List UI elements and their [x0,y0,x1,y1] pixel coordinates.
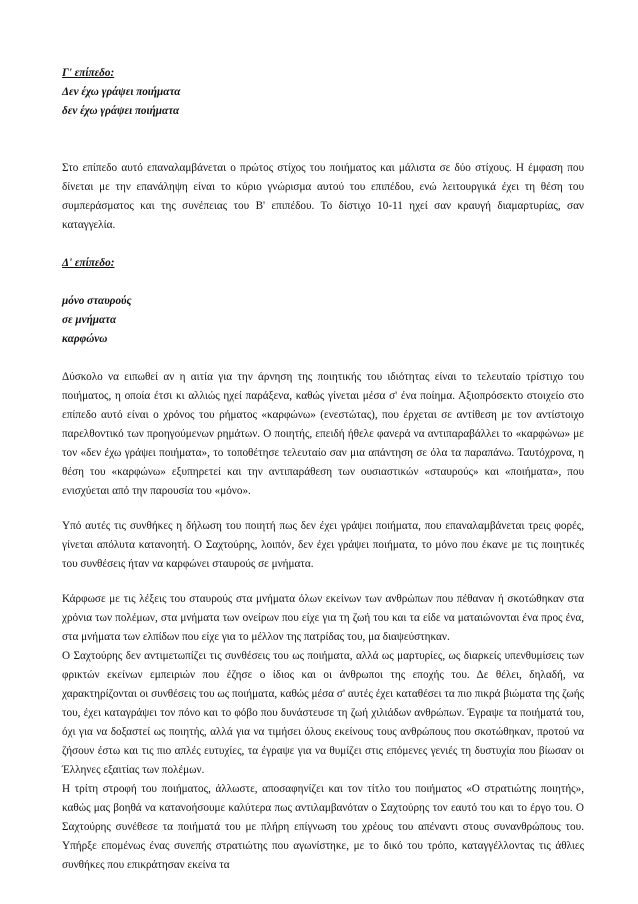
section-d-paragraph-5: Η τρίτη στροφή του ποιήματος, άλλωστε, αποσαφηνίζει και τον τίτλο του ποιήματος «Ο στρατιώτης ποιητής», καθώς μας βοηθά να κατανοήσουμε καλύτερα πως αντιλαμβανόταν ο Σαχτούρης τον εαυτό του και το έργο του. Ο Σαχτούρης συνέθεσε τα ποιήματά του με πλήρη επίγνωση του χρέους του απέναντι στους συνανθρώπους του. Υπήρξε επομένως ένας συνεπής στρατιώτης που αγωνίστηκε, με το δικό του τρόπο, καταγγέλλοντας τις άθλιες συνθήκες που επικράτησαν εκείνα τα [62,783,584,871]
section-c-quote-line-2: δεν έχω γράψει ποιήματα [62,105,180,117]
section-d-heading: Δ' επίπεδο: [62,257,115,269]
document-page [62,64,584,875]
section-d-paragraph-3: Κάρφωσε με τις λέξεις του σταυρούς στα μνήματα όλων εκείνων των ανθρώπων που πέθαναν ή σκοτώθηκαν στα χρόνια των πολέμων, στα μνήματα των ονείρων που είχε για τη ζωή του και τα είδε να ματαιώνονται ένα προς ένα, στα μνήματα των ελπίδων που είχε για το μέλλον της πατρίδας του, μα διαψεύστηκαν. [62,593,584,643]
section-c-quote-line-1: Δεν έχω γράψει ποιήματα [62,86,181,98]
section-d-paragraph-1: Δύσκολο να ειπωθεί αν η αιτία για την άρνηση της ποιητικής του ιδιότητας είναι το τελευταίο τρίστιχο του ποιήματος, η οποία έτσι κι αλλιώς ηχεί παράξενα, καθώς γίνεται μέσα σ' ένα ποίημα. Αξιοπρόσεκτο στοιχείο στο επίπεδο αυτό είναι ο χρόνος του ρήματος «καρφώνω» (ενεστώτας), που έρχεται σε αντίθεση με τον αντίστοιχο παρελθοντικό των προηγούμενων ρημάτων. Ο ποιητής, επειδή ήθελε φανερά να αντιπαραβάλλει το «καρφώνω» με τον «δεν έχω γράψει ποιήματα», το τοποθέτησε τελευταίο σαν μια απάντηση σε όλα τα παραπάνω. Ταυτόχρονα, η θέση του «καρφώνω» εξυπηρετεί και την αντιπαράθεση των ουσιαστικών «σταυρούς» και «ποιήματα», που ενισχύεται από την παρουσία του «μόνο». [62,371,584,497]
section-d-quote-line-1: μόνο σταυρούς [62,295,132,307]
section-c-heading: Γ' επίπεδο: [62,67,115,79]
section-d-quote-line-3: καρφώνω [62,333,108,345]
section-d-paragraph-4: Ο Σαχτούρης δεν αντιμετωπίζει τις συνθέσεις του ως ποιήματα, αλλά ως μαρτυρίες, ως διαρκείς υπενθυμίσεις των φρικτών εκείνων εμπειριών που έζησε ο ίδιος και οι άνθρωποι της εποχής του. Δε θέλει, δηλαδή, να χαρακτηρίζονται οι συνθέσεις του ως ποιήματα, καθώς μέσα σ' αυτές έχει καταθέσει τα πιο πικρά βιώματα της ζωής του, έχει καταγράψει τον πόνο και το φόβο που δυνάστευσε τη ζωή χιλιάδων ανθρώπων. Έγραψε τα ποιήματά του, όχι για να δοξαστεί ως ποιητής, αλλά για να τιμήσει όλους εκείνους τους ανθρώπους που σκοτώθηκαν, προτού να ζήσουν έστω και τις πιο απλές ευτυχίες, τα έγραψε για να θυμίζει στις επόμενες γενιές τη δυστυχία που βίωσαν οι Έλληνες εξαιτίας των πολέμων. [62,650,584,776]
section-d-paragraph-2: Υπό αυτές τις συνθήκες η δήλωση του ποιητή πως δεν έχει γράψει ποιήματα, που επαναλαμβάνεται τρεις φορές, γίνεται απόλυτα κατανοητή. Ο Σαχτούρης, λοιπόν, δεν έχει γράψει ποιήματα, το μόνο που έκανε με τις ποιητικές του συνθέσεις ήταν να καρφώνει σταυρούς σε μνήματα. [62,520,584,570]
section-c-paragraph: Στο επίπεδο αυτό επαναλαμβάνεται ο πρώτος στίχος του ποιήματος και μάλιστα σε δύο στίχους. Η έμφαση που δίνεται με την επανάληψη είναι το κύριο γνώρισμα αυτού του επιπέδου, ενώ λειτουργικά έχει τη θέση του συμπεράσματος και της συνέπειας του Β' επιπέδου. Το δίστιχο 10-11 ηχεί σαν κραυγή διαμαρτυρίας, σαν καταγγελία. [62,162,584,231]
section-d-quote-line-2: σε μνήματα [62,314,117,326]
